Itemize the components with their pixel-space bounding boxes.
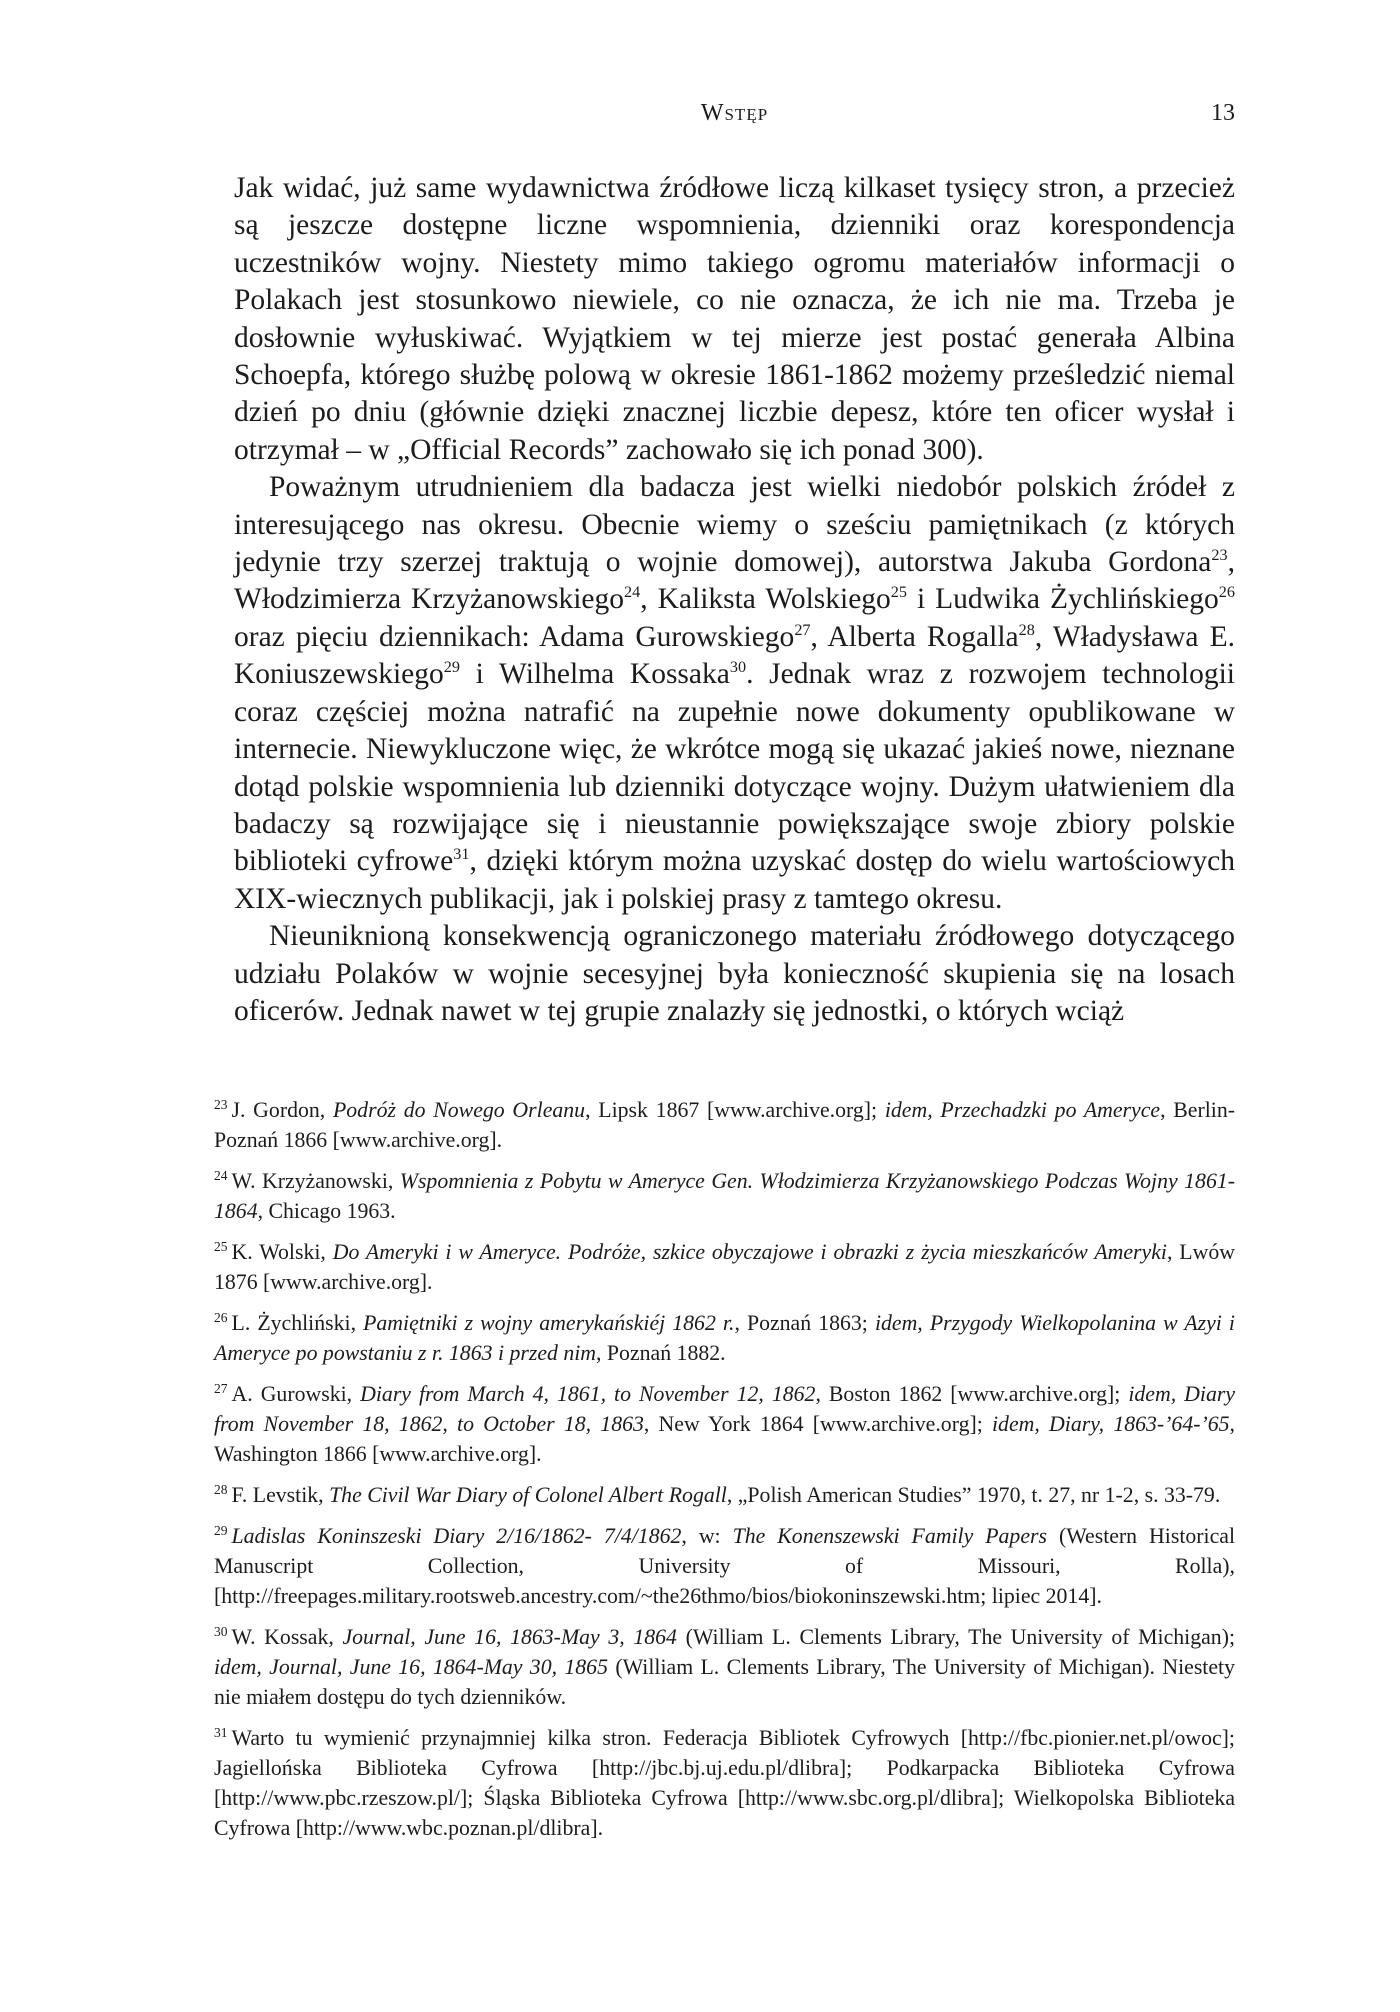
italic-title: Do Ameryki i w Ameryce. Podróże, szkice obyczajowe i obrazki z życia mieszkańców Ameryki [332,1240,1167,1264]
footnote-number: 26 [214,1309,228,1325]
footnote-number: 28 [214,1481,228,1497]
paragraph [234,170,1235,469]
footnote-number: 23 [214,1096,228,1112]
italic-title: idem, Diary from November 18, 1862, to October 18, 1863 [214,1382,1236,1436]
italic-title: idem, Diary, 1863-’64-’65 [992,1412,1230,1436]
italic-title: Ladislas Koninszeski Diary 2/16/1862- 7/4/1862 [231,1524,682,1548]
footnote [214,1622,1235,1712]
footnote-number: 24 [214,1167,228,1183]
text-run: , dzięki którym można uzyskać dostęp do wielu wartościowych XIX-wiecznych publikacji, jak i polskiej prasy z tamtego okresu. [234,845,1235,915]
italic-title: Diary from March 4, 1861, to November 12, 1862 [360,1382,816,1406]
text-run: . Jednak wraz z rozwojem technologii coraz częściej można natrafić na zupełnie nowe dokumenty opublikowane w internecie. Niewykluczone więc, że wkrótce mogą się ukazać jakieś nowe, nieznane dotąd polskie wspomnienia lub dzienniki dotyczące wojny. Dużym ułatwieniem dla badaczy są rozwijające się i nieustannie powiększające swoje zbiory polskie biblioteki cyfrowe [234,658,1235,878]
footnote-text: K. Wolski, [231,1240,333,1264]
footnote-reference: 23 [1211,546,1228,565]
text-run: i Wilhelma Kossaka [459,658,730,691]
text-run: , Władysława E. Koniuszewskiego [234,620,1235,691]
footnote-reference: 27 [794,621,811,640]
footnote-reference: 25 [890,583,908,602]
footnote-reference: 31 [453,845,470,864]
text-run: i Ludwika Żychlińskiego [907,583,1219,616]
main-text [234,170,1235,1030]
text-run: Poważnym utrudnieniem dla badacza jest wielki niedobór polskich źródeł z interesującego nas okresu. Obecnie wiemy o sześciu pamiętnikach (z których jedynie trzy szerzej traktują o wojnie domowej), autorstwa Jakuba Gordona [234,471,1235,579]
footnote-reference: 30 [729,658,747,677]
italic-title: Podróż do Nowego Orleanu [332,1098,586,1122]
running-title: Wstęp [700,100,769,126]
italic-title: Pamiętniki z wojny amerykańskiéj 1862 r. [363,1311,735,1335]
footnote-text: (Western Historical Manuscript Collection, University of Missouri, Rolla), [http://freepages.military.rootsweb.ancestry.com/~the26thmo/bios/biokoninszewski.htm; lipiec 2014]. [214,1524,1235,1608]
footnote-number: 31 [214,1724,228,1740]
text-run: oraz pięciu dziennikach: Adama Gurowskiego [234,620,795,653]
footnote-text: , New York 1864 [www.archive.org]; [643,1412,992,1436]
footnotes-section [214,1095,1235,1854]
footnote [214,1521,1235,1611]
paragraph [234,918,1235,1030]
text-run: , Włodzimierza Krzyżanowskiego [234,546,1235,616]
footnote-number: 27 [214,1380,228,1396]
footnote-text: A. Gurowski, [231,1382,361,1406]
footnote-text: , Lwów 1876 [www.archive.org]. [214,1240,1235,1294]
footnote-text: W. Kossak, [231,1625,343,1649]
italic-title: idem, Przechadzki po Ameryce [884,1098,1161,1122]
paragraph [234,469,1235,918]
footnote-reference: 28 [1018,621,1035,640]
footnote [214,1723,1235,1843]
footnote-reference: 26 [1218,583,1235,602]
footnote [214,1095,1235,1155]
page-number: 13 [1211,100,1235,126]
footnote-text: , Lipsk 1867 [www.archive.org]; [585,1098,885,1122]
footnote-number: 25 [214,1238,228,1254]
footnote-number: 29 [214,1522,228,1538]
footnote-text: , Poznań 1882. [596,1341,726,1365]
footnote-text: , Berlin-Poznań 1866 [www.archive.org]. [214,1098,1235,1152]
footnote-number: 30 [214,1623,228,1639]
italic-title: The Konenszewski Family Papers [732,1524,1047,1548]
footnote-text: (William L. Clements Library, The University of Michigan). Niestety nie miałem dostępu do tych dzienników. [214,1655,1235,1709]
footnote-text: , „Polish American Studies” 1970, t. 27, nr 1-2, s. 33-79. [726,1483,1221,1507]
italic-title: idem, Journal, June 16, 1864-May 30, 1865 [214,1655,608,1679]
footnote-text: , Poznań 1863; [734,1311,875,1335]
italic-title: Journal, June 16, 1863-May 3, 1864 [342,1625,677,1649]
footnote-text: W. Krzyżanowski, [231,1169,400,1193]
footnote [214,1480,1235,1510]
footnote [214,1166,1235,1226]
footnote-reference: 24 [624,583,641,602]
italic-title: Wspomnienia z Pobytu w Ameryce Gen. Włodzimierza Krzyżanowskiego Podczas Wojny 1861-1864 [214,1169,1235,1223]
text-run: , Kaliksta Wolskiego [640,583,891,616]
text-run: , Alberta Rogalla [810,620,1019,653]
footnote-text: (William L. Clements Library, The University of Michigan); [676,1625,1236,1649]
italic-title: idem, Przygody Wielkopolanina w Azyi i Ameryce po powstaniu z r. 1863 i przed nim [214,1311,1235,1365]
footnote-reference: 29 [443,658,460,677]
running-header [234,100,1235,136]
footnote-text: Warto tu wymienić przynajmniej kilka stron. Federacja Bibliotek Cyfrowych [http://fbc.pionier.net.pl/owoc]; Jagiellońska Biblioteka Cyfrowa [http://jbc.bj.uj.edu.pl/dlibra]; Podkarpacka Biblioteka Cyfrowa [http://www.pbc.rzeszow.pl/]; Śląska Biblioteka Cyfrowa [http://www.sbc.org.pl/dlibra]; Wielkopolska Biblioteka Cyfrowa [http://www.wbc.poznan.pl/dlibra]. [214,1726,1235,1840]
text-run: Nieuniknioną konsekwencją ograniczonego materiału źródłowego dotyczącego udziału Polaków w wojnie secesyjnej była konieczność skupienia się na losach oficerów. Jednak nawet w tej grupie znalazły się jednostki, o których wciąż [234,920,1235,1027]
footnote-text: , Boston 1862 [www.archive.org]; [815,1382,1129,1406]
italic-title: The Civil War Diary of Colonel Albert Rogall [329,1483,727,1507]
footnote-text: , w: [681,1524,733,1548]
footnote [214,1308,1235,1368]
footnote-text: L. Żychliński, [231,1311,364,1335]
footnote [214,1237,1235,1297]
text-run: Jak widać, już same wydawnictwa źródłowe liczą kilkaset tysięcy stron, a przecież są jeszcze dostępne liczne wspomnienia, dzienniki oraz korespondencja uczestników wojny. Niestety mimo takiego ogromu materiałów informacji o Polakach jest stosunkowo niewiele, co nie oznacza, że ich nie ma. Trzeba je dosłownie wyłuskiwać. Wyjątkiem w tej mierze jest postać generała Albina Schoepfa, którego służbę polową w okresie 1861-1862 możemy prześledzić niemal dzień po dniu (głównie dzięki znacznej liczbie depesz, które ten oficer wysłał i otrzymał – w „Official Records” zachowało się ich ponad 300). [234,172,1235,466]
footnote-text: F. Levstik, [231,1483,330,1507]
footnote-text: , Washington 1866 [www.archive.org]. [214,1412,1235,1466]
footnote [214,1379,1235,1469]
footnote-text: , Chicago 1963. [257,1199,396,1223]
footnote-text: J. Gordon, [231,1098,333,1122]
